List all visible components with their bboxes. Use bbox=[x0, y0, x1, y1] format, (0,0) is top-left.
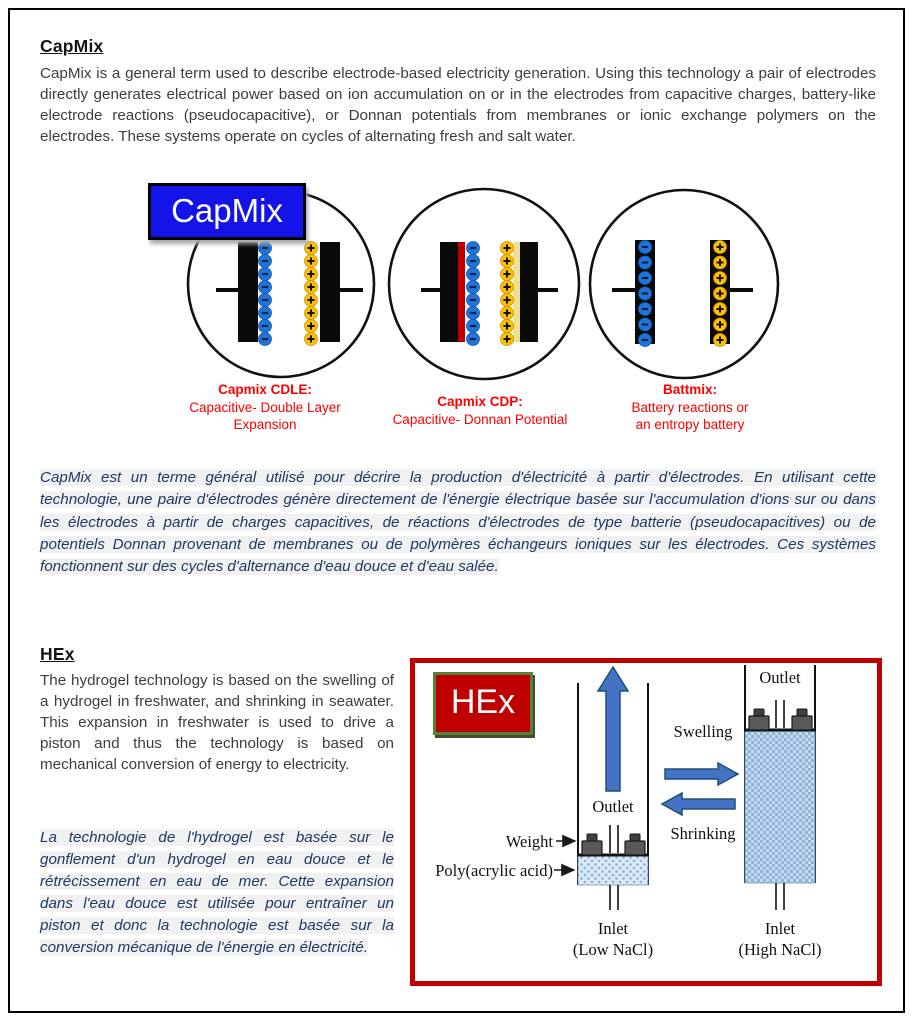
capmix-paragraph-french bbox=[40, 467, 876, 578]
cdp-left-electrode bbox=[440, 242, 458, 342]
caption-cdle-line: Expansion bbox=[233, 417, 297, 432]
exchange-arrows bbox=[662, 763, 738, 815]
battmix-cell-diagram bbox=[590, 190, 778, 378]
outlet-label-right: Outlet bbox=[759, 668, 801, 687]
cdle-positive-ions bbox=[305, 242, 318, 346]
shrinking-left-arrow bbox=[662, 793, 735, 815]
inlet-left-line1: Inlet bbox=[597, 919, 629, 938]
caption-cdp bbox=[375, 393, 585, 428]
left-cylinder bbox=[554, 667, 649, 910]
swelling-label: Swelling bbox=[673, 722, 733, 741]
inlet-right-line2: (High NaCl) bbox=[738, 940, 822, 959]
hex-figure bbox=[410, 658, 882, 986]
cdp-anion-membrane bbox=[513, 242, 520, 342]
cdp-cell-diagram bbox=[389, 189, 579, 379]
caption-cdp-line: Capacitive- Donnan Potential bbox=[392, 411, 568, 427]
caption-battmix-title: Battmix: bbox=[662, 382, 717, 397]
caption-battmix bbox=[585, 381, 795, 434]
cdle-right-electrode bbox=[320, 242, 340, 342]
capmix-figure bbox=[140, 180, 890, 442]
capmix-section-heading: CapMix bbox=[40, 36, 104, 56]
caption-battmix-line: Battery reactions or bbox=[631, 399, 749, 415]
caption-cdle bbox=[160, 381, 370, 434]
hydrogel-small bbox=[578, 855, 648, 885]
cdp-negative-ions bbox=[467, 242, 480, 346]
outlet-label-left: Outlet bbox=[592, 797, 634, 816]
caption-battmix-line: an entropy battery bbox=[635, 417, 745, 432]
cdp-right-electrode bbox=[520, 242, 538, 342]
caption-cdle-title: Capmix CDLE: bbox=[218, 382, 312, 397]
weight-block bbox=[749, 709, 769, 730]
capmix-paragraph-english: CapMix is a general term used to describe electrode-based electricity generation. Using this technology a pair of electrodes directly generates electrical power based on ion accumulation on or in the electrodes from capacitive charges, battery-like electrode reactions (pseudocapacitive), or Donnan potentials from membranes or ionic exchange polymers on the electrodes. These systems operate on cycles of alternating fresh and salt water. bbox=[40, 65, 876, 145]
highlighted-text: La technologie de l'hydrogel est basée sur le gonflement d'un hydrogel en eau douce et le rétrécissement en eau de mer. Cette expansion dans l'eau douce est utilisée pour entraîner un piston et donc la technologie est basée sur la conversion mécanique de l'énergie en électricité. bbox=[40, 829, 394, 956]
weight-label: Weight bbox=[505, 832, 553, 851]
cdle-negative-ions bbox=[259, 242, 272, 346]
caption-cdp-title: Capmix CDP: bbox=[437, 394, 523, 409]
highlighted-text: CapMix est un terme général utilisé pour décrire la production d'électricité à partir d'électrodes. En utilisant cette technologie, une paire d'électrodes génère directement de l'énergie électrique basée sur l'accumulation d'ions sur ou dans les électrodes à partir de charges capacitives, de réactions d'électrodes de type batterie (pseudocapacitives) ou de potentiels Donnan provenant de membranes ou de polymères échangeurs ioniques sur les électrodes. Ces systèmes fonctionnent sur des cycles d'alternance d'eau douce et d'eau salée. bbox=[40, 469, 876, 576]
caption-cdle-line: Capacitive- Double Layer bbox=[189, 399, 341, 415]
poly-acrylic-acid-label: Poly(acrylic acid) bbox=[435, 861, 553, 880]
cdp-positive-ions bbox=[501, 242, 514, 346]
weight-block bbox=[792, 709, 812, 730]
inlet-left-line2: (Low NaCl) bbox=[572, 940, 654, 959]
shrinking-label: Shrinking bbox=[670, 824, 736, 843]
hex-section-heading: HEx bbox=[40, 644, 75, 664]
right-cylinder bbox=[744, 665, 816, 910]
piston-up-arrow bbox=[598, 667, 628, 791]
inlet-label-low-nacl bbox=[568, 918, 658, 960]
capmix-figure-label: CapMix bbox=[148, 183, 306, 240]
weight-block bbox=[582, 834, 602, 855]
inlet-label-high-nacl bbox=[735, 918, 825, 960]
weight-block bbox=[625, 834, 645, 855]
hex-paragraph-french bbox=[40, 827, 394, 959]
hex-figure-label: HEx bbox=[433, 672, 533, 735]
inlet-right-line1: Inlet bbox=[764, 919, 796, 938]
hydrogel-swollen bbox=[745, 730, 815, 883]
hex-paragraph-english: The hydrogel technology is based on the swelling of a hydrogel in freshwater, and shrinking in seawater. This expansion in freshwater is used to drive a piston and thus the technology is based on mechanical conversion of energy to electricity. bbox=[40, 672, 394, 773]
cdle-left-electrode bbox=[238, 242, 258, 342]
swelling-right-arrow bbox=[665, 763, 738, 785]
cdp-cation-membrane bbox=[458, 242, 465, 342]
